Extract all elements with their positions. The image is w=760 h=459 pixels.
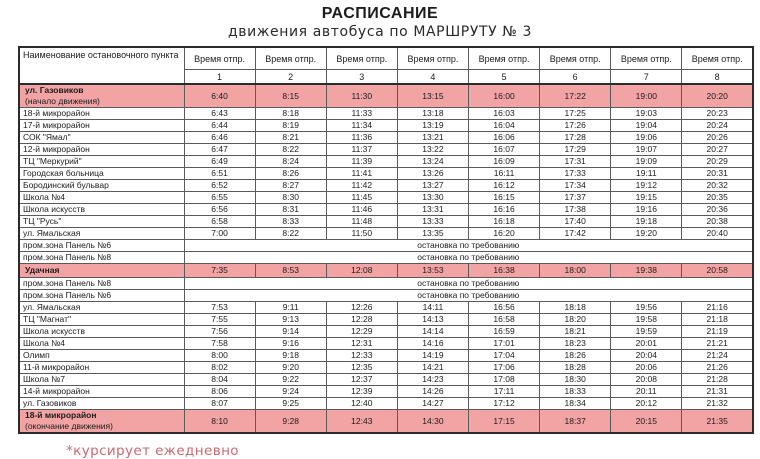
departure-time-cell: 16:15 — [469, 192, 540, 204]
departure-time-cell: 20:36 — [682, 204, 753, 216]
stop-name-label: 17-й микрорайон — [23, 120, 90, 130]
departure-time-cell: 11:46 — [326, 204, 397, 216]
departure-time-cell: 17:31 — [540, 156, 611, 168]
on-demand-cell: остановка по требованию — [184, 252, 753, 264]
stop-name-cell — [19, 362, 184, 374]
table-row — [19, 326, 753, 338]
departure-time-cell: 9:14 — [255, 326, 326, 338]
stop-name-label: 12-й микрорайон — [23, 144, 90, 154]
stop-name-label: пром.зона Панель №8 — [23, 278, 112, 288]
page-subtitle: движения автобуса по МАРШРУТУ № 3 — [227, 24, 533, 40]
stop-name-cell — [19, 314, 184, 326]
stop-name-cell — [19, 386, 184, 398]
departure-time-cell: 21:35 — [682, 410, 753, 434]
departure-time-cell: 14:11 — [397, 302, 468, 314]
departure-time-cell: 17:08 — [469, 374, 540, 386]
stop-name-cell — [19, 216, 184, 228]
stop-name-label: 11-й микрорайон — [23, 362, 90, 372]
stop-name-label: ул. Ямальская — [23, 228, 81, 238]
departure-time-cell: 8:19 — [255, 120, 326, 132]
departure-time-cell: 17:29 — [540, 144, 611, 156]
table-row — [19, 374, 753, 386]
departure-time-cell: 13:19 — [397, 120, 468, 132]
departure-time-cell: 11:39 — [326, 156, 397, 168]
table-row — [19, 228, 753, 240]
departure-time-cell: 8:02 — [184, 362, 255, 374]
stop-name-cell — [19, 144, 184, 156]
departure-time-cell: 6:43 — [184, 108, 255, 120]
departure-time-cell: 20:29 — [682, 156, 753, 168]
departure-time-cell: 9:11 — [255, 302, 326, 314]
departure-time-cell: 11:50 — [326, 228, 397, 240]
stop-name-label: пром.зона Панель №6 — [23, 290, 112, 300]
stop-name-cell — [19, 350, 184, 362]
table-row — [19, 338, 753, 350]
departure-time-cell: 19:38 — [611, 264, 682, 278]
table-row — [19, 350, 753, 362]
departure-time-cell: 12:26 — [326, 302, 397, 314]
time-column-header: Время отпр. — [611, 47, 682, 70]
departure-time-cell: 6:56 — [184, 204, 255, 216]
departure-time-cell: 11:34 — [326, 120, 397, 132]
departure-time-cell: 13:31 — [397, 204, 468, 216]
departure-time-cell: 8:07 — [184, 398, 255, 410]
stop-name-label: пром.зона Панель №8 — [23, 252, 112, 262]
stop-name-cell — [19, 120, 184, 132]
table-row — [19, 168, 753, 180]
departure-time-cell: 13:26 — [397, 168, 468, 180]
departure-time-cell: 14:27 — [397, 398, 468, 410]
stop-name-cell — [19, 192, 184, 204]
stop-name-label: Городская больница — [23, 168, 104, 178]
departure-time-cell: 17:26 — [540, 120, 611, 132]
departure-time-cell: 14:30 — [397, 410, 468, 434]
departure-time-cell: 12:40 — [326, 398, 397, 410]
departure-time-cell: 8:26 — [255, 168, 326, 180]
departure-time-cell: 14:16 — [397, 338, 468, 350]
departure-time-cell: 20:35 — [682, 192, 753, 204]
departure-time-cell: 12:08 — [326, 264, 397, 278]
departure-time-cell: 9:16 — [255, 338, 326, 350]
departure-time-cell: 11:30 — [326, 84, 397, 108]
departure-time-cell: 16:20 — [469, 228, 540, 240]
departure-time-cell: 21:18 — [682, 314, 753, 326]
table-row — [19, 252, 753, 264]
departure-time-cell: 14:23 — [397, 374, 468, 386]
stop-name-cell — [19, 252, 184, 264]
departure-time-cell: 19:04 — [611, 120, 682, 132]
stop-name-cell — [19, 84, 184, 108]
departure-time-cell: 14:19 — [397, 350, 468, 362]
departure-time-cell: 8:27 — [255, 180, 326, 192]
departure-time-cell: 18:28 — [540, 362, 611, 374]
departure-time-cell: 20:11 — [611, 386, 682, 398]
departure-time-cell: 19:15 — [611, 192, 682, 204]
stop-name-cell — [19, 108, 184, 120]
stop-name-label: СОК "Ямал" — [23, 132, 71, 142]
departure-time-cell: 9:28 — [255, 410, 326, 434]
departure-time-cell: 8:00 — [184, 350, 255, 362]
departure-time-cell: 16:56 — [469, 302, 540, 314]
departure-time-cell: 8:06 — [184, 386, 255, 398]
departure-time-cell: 20:15 — [611, 410, 682, 434]
departure-time-cell: 13:33 — [397, 216, 468, 228]
departure-time-cell: 20:58 — [682, 264, 753, 278]
stop-name-cell — [19, 374, 184, 386]
stop-name-cell — [19, 302, 184, 314]
trip-number-header: 2 — [255, 70, 326, 85]
table-row — [19, 278, 753, 290]
stop-sub-label: (начало движения) — [25, 96, 100, 106]
departure-time-cell: 12:31 — [326, 338, 397, 350]
stop-name-cell — [19, 264, 184, 278]
trip-number-header: 4 — [397, 70, 468, 85]
departure-time-cell: 17:11 — [469, 386, 540, 398]
stop-name-label: Олимп — [23, 350, 50, 360]
departure-time-cell: 13:30 — [397, 192, 468, 204]
departure-time-cell: 21:19 — [682, 326, 753, 338]
departure-time-cell: 20:04 — [611, 350, 682, 362]
stop-name-label: Удачная — [25, 265, 60, 275]
time-column-header: Время отпр. — [255, 47, 326, 70]
table-row — [19, 264, 753, 278]
stop-name-label: ул. Газовиков — [23, 398, 77, 408]
departure-time-cell: 12:35 — [326, 362, 397, 374]
stop-name-label: Школа №4 — [23, 338, 66, 348]
departure-time-cell: 6:40 — [184, 84, 255, 108]
departure-time-cell: 19:07 — [611, 144, 682, 156]
departure-time-cell: 17:25 — [540, 108, 611, 120]
trip-number-header: 8 — [682, 70, 753, 85]
departure-time-cell: 17:22 — [540, 84, 611, 108]
departure-time-cell: 12:39 — [326, 386, 397, 398]
time-column-header: Время отпр. — [682, 47, 753, 70]
departure-time-cell: 12:37 — [326, 374, 397, 386]
trip-number-header: 3 — [326, 70, 397, 85]
departure-time-cell: 17:01 — [469, 338, 540, 350]
stop-name-label: 14-й микрорайон — [23, 386, 90, 396]
table-row — [19, 108, 753, 120]
departure-time-cell: 9:13 — [255, 314, 326, 326]
stop-name-cell — [19, 278, 184, 290]
departure-time-cell: 8:21 — [255, 132, 326, 144]
stop-name-cell — [19, 398, 184, 410]
departure-time-cell: 20:12 — [611, 398, 682, 410]
departure-time-cell: 11:48 — [326, 216, 397, 228]
stop-sub-label: (окончание движения) — [25, 421, 113, 431]
stop-name-label: ТЦ "Магнат" — [23, 314, 72, 324]
departure-time-cell: 9:20 — [255, 362, 326, 374]
stop-name-cell — [19, 156, 184, 168]
departure-time-cell: 16:07 — [469, 144, 540, 156]
departure-time-cell: 9:22 — [255, 374, 326, 386]
departure-time-cell: 19:11 — [611, 168, 682, 180]
departure-time-cell: 18:23 — [540, 338, 611, 350]
departure-time-cell: 12:29 — [326, 326, 397, 338]
stop-name-cell — [19, 240, 184, 252]
departure-time-cell: 19:16 — [611, 204, 682, 216]
stop-name-label: Школа №4 — [23, 192, 66, 202]
departure-time-cell: 14:21 — [397, 362, 468, 374]
departure-time-cell: 8:22 — [255, 228, 326, 240]
departure-time-cell: 18:18 — [540, 302, 611, 314]
departure-time-cell: 11:36 — [326, 132, 397, 144]
name-column-header: Наименование остановочного пункта — [19, 47, 184, 84]
table-row — [19, 204, 753, 216]
stop-name-label: Школа искусств — [23, 204, 86, 214]
departure-time-cell: 6:47 — [184, 144, 255, 156]
on-demand-cell: остановка по требованию — [184, 240, 753, 252]
time-column-header: Время отпр. — [326, 47, 397, 70]
departure-time-cell: 20:38 — [682, 216, 753, 228]
departure-time-cell: 20:01 — [611, 338, 682, 350]
departure-time-cell: 18:20 — [540, 314, 611, 326]
table-row — [19, 216, 753, 228]
departure-time-cell: 16:38 — [469, 264, 540, 278]
departure-time-cell: 16:59 — [469, 326, 540, 338]
stop-name-cell — [19, 410, 184, 434]
table-row — [19, 386, 753, 398]
trip-number-header: 6 — [540, 70, 611, 85]
departure-time-cell: 11:37 — [326, 144, 397, 156]
departure-time-cell: 18:37 — [540, 410, 611, 434]
stop-name-cell — [19, 204, 184, 216]
departure-time-cell: 7:35 — [184, 264, 255, 278]
stop-name-label: ул. Ямальская — [23, 302, 81, 312]
table-row — [19, 240, 753, 252]
departure-time-cell: 17:06 — [469, 362, 540, 374]
departure-time-cell: 14:13 — [397, 314, 468, 326]
departure-time-cell: 17:04 — [469, 350, 540, 362]
stop-name-cell — [19, 338, 184, 350]
departure-time-cell: 16:58 — [469, 314, 540, 326]
trip-number-header: 1 — [184, 70, 255, 85]
departure-time-cell: 19:12 — [611, 180, 682, 192]
departure-time-cell: 19:58 — [611, 314, 682, 326]
departure-time-cell: 7:53 — [184, 302, 255, 314]
trip-number-header: 5 — [469, 70, 540, 85]
departure-time-cell: 20:26 — [682, 132, 753, 144]
departure-time-cell: 16:06 — [469, 132, 540, 144]
departure-time-cell: 16:04 — [469, 120, 540, 132]
departure-time-cell: 8:22 — [255, 144, 326, 156]
stop-name-cell — [19, 290, 184, 302]
departure-time-cell: 14:26 — [397, 386, 468, 398]
on-demand-cell: остановка по требованию — [184, 290, 753, 302]
departure-time-cell: 8:53 — [255, 264, 326, 278]
departure-time-cell: 17:37 — [540, 192, 611, 204]
departure-time-cell: 19:00 — [611, 84, 682, 108]
departure-time-cell: 17:42 — [540, 228, 611, 240]
stop-name-label: ТЦ "Русь" — [23, 216, 62, 226]
departure-time-cell: 21:31 — [682, 386, 753, 398]
stop-name-cell — [19, 228, 184, 240]
table-row — [19, 362, 753, 374]
departure-time-cell: 13:22 — [397, 144, 468, 156]
departure-time-cell: 18:21 — [540, 326, 611, 338]
departure-time-cell: 20:20 — [682, 84, 753, 108]
table-row — [19, 192, 753, 204]
footnote: *курсирует ежедневно — [66, 443, 239, 459]
departure-time-cell: 21:21 — [682, 338, 753, 350]
departure-time-cell: 7:00 — [184, 228, 255, 240]
departure-time-cell: 16:12 — [469, 180, 540, 192]
stop-name-label: 18-й микрорайон — [25, 410, 97, 420]
departure-time-cell: 17:38 — [540, 204, 611, 216]
departure-time-cell: 9:18 — [255, 350, 326, 362]
departure-time-cell: 20:06 — [611, 362, 682, 374]
departure-time-cell: 8:33 — [255, 216, 326, 228]
stop-name-label: ТЦ "Меркурий" — [23, 156, 82, 166]
departure-time-cell: 8:24 — [255, 156, 326, 168]
table-row — [19, 120, 753, 132]
departure-time-cell: 6:52 — [184, 180, 255, 192]
departure-time-cell: 7:56 — [184, 326, 255, 338]
departure-time-cell: 6:55 — [184, 192, 255, 204]
page-title: РАСПИСАНИЕ — [321, 5, 439, 22]
stop-name-label: Школа искусств — [23, 326, 86, 336]
departure-time-cell: 13:35 — [397, 228, 468, 240]
departure-time-cell: 9:24 — [255, 386, 326, 398]
stop-name-label: Школа №7 — [23, 374, 66, 384]
departure-time-cell: 12:33 — [326, 350, 397, 362]
stop-name-label: 18-й микрорайон — [23, 108, 90, 118]
departure-time-cell: 8:31 — [255, 204, 326, 216]
departure-time-cell: 7:58 — [184, 338, 255, 350]
table-row — [19, 314, 753, 326]
table-row — [19, 302, 753, 314]
departure-time-cell: 19:56 — [611, 302, 682, 314]
departure-time-cell: 6:49 — [184, 156, 255, 168]
departure-time-cell: 16:03 — [469, 108, 540, 120]
stop-name-cell — [19, 168, 184, 180]
departure-time-cell: 6:44 — [184, 120, 255, 132]
departure-time-cell: 8:15 — [255, 84, 326, 108]
departure-time-cell: 19:06 — [611, 132, 682, 144]
table-row — [19, 144, 753, 156]
departure-time-cell: 16:00 — [469, 84, 540, 108]
table-row — [19, 290, 753, 302]
stop-name-label: пром.зона Панель №6 — [23, 240, 112, 250]
departure-time-cell: 18:30 — [540, 374, 611, 386]
departure-time-cell: 16:09 — [469, 156, 540, 168]
departure-time-cell: 17:34 — [540, 180, 611, 192]
stop-name-label: ул. Газовиков — [25, 85, 84, 95]
stop-name-label: Бородинский бульвар — [23, 180, 109, 190]
table-row — [19, 84, 753, 108]
departure-time-cell: 19:18 — [611, 216, 682, 228]
departure-time-cell: 17:15 — [469, 410, 540, 434]
departure-time-cell: 20:27 — [682, 144, 753, 156]
departure-time-cell: 12:43 — [326, 410, 397, 434]
departure-time-cell: 17:33 — [540, 168, 611, 180]
departure-time-cell: 16:18 — [469, 216, 540, 228]
departure-time-cell: 18:26 — [540, 350, 611, 362]
departure-time-cell: 20:23 — [682, 108, 753, 120]
trip-number-header: 7 — [611, 70, 682, 85]
departure-time-cell: 16:11 — [469, 168, 540, 180]
departure-time-cell: 18:33 — [540, 386, 611, 398]
departure-time-cell: 20:32 — [682, 180, 753, 192]
on-demand-cell: остановка по требованию — [184, 278, 753, 290]
table-row — [19, 132, 753, 144]
stop-name-cell — [19, 132, 184, 144]
departure-time-cell: 11:33 — [326, 108, 397, 120]
departure-time-cell: 13:21 — [397, 132, 468, 144]
departure-time-cell: 17:12 — [469, 398, 540, 410]
departure-time-cell: 13:24 — [397, 156, 468, 168]
stop-name-cell — [19, 326, 184, 338]
departure-time-cell: 20:31 — [682, 168, 753, 180]
departure-time-cell: 13:18 — [397, 108, 468, 120]
table-row — [19, 410, 753, 434]
table-row — [19, 398, 753, 410]
departure-time-cell: 21:32 — [682, 398, 753, 410]
time-column-header: Время отпр. — [184, 47, 255, 70]
departure-time-cell: 21:24 — [682, 350, 753, 362]
departure-time-cell: 20:08 — [611, 374, 682, 386]
departure-time-cell: 8:30 — [255, 192, 326, 204]
departure-time-cell: 7:55 — [184, 314, 255, 326]
departure-time-cell: 19:09 — [611, 156, 682, 168]
departure-time-cell: 8:04 — [184, 374, 255, 386]
departure-time-cell: 6:46 — [184, 132, 255, 144]
departure-time-cell: 11:41 — [326, 168, 397, 180]
table-row — [19, 156, 753, 168]
departure-time-cell: 21:16 — [682, 302, 753, 314]
departure-time-cell: 21:28 — [682, 374, 753, 386]
departure-time-cell: 14:14 — [397, 326, 468, 338]
departure-time-cell: 11:45 — [326, 192, 397, 204]
departure-time-cell: 18:34 — [540, 398, 611, 410]
departure-time-cell: 13:15 — [397, 84, 468, 108]
departure-time-cell: 19:20 — [611, 228, 682, 240]
departure-time-cell: 17:28 — [540, 132, 611, 144]
departure-time-cell: 20:40 — [682, 228, 753, 240]
time-column-header: Время отпр. — [540, 47, 611, 70]
departure-time-cell: 17:40 — [540, 216, 611, 228]
departure-time-cell: 19:59 — [611, 326, 682, 338]
schedule-table — [18, 46, 754, 434]
departure-time-cell: 18:00 — [540, 264, 611, 278]
departure-time-cell: 19:03 — [611, 108, 682, 120]
departure-time-cell: 16:16 — [469, 204, 540, 216]
table-row — [19, 180, 753, 192]
departure-time-cell: 8:10 — [184, 410, 255, 434]
departure-time-cell: 12:28 — [326, 314, 397, 326]
departure-time-cell: 6:58 — [184, 216, 255, 228]
departure-time-cell: 11:42 — [326, 180, 397, 192]
departure-time-cell: 13:53 — [397, 264, 468, 278]
departure-time-cell: 21:26 — [682, 362, 753, 374]
departure-time-cell: 8:18 — [255, 108, 326, 120]
stop-name-cell — [19, 180, 184, 192]
departure-time-cell: 9:25 — [255, 398, 326, 410]
time-column-header: Время отпр. — [397, 47, 468, 70]
time-column-header: Время отпр. — [469, 47, 540, 70]
departure-time-cell: 13:27 — [397, 180, 468, 192]
departure-time-cell: 6:51 — [184, 168, 255, 180]
departure-time-cell: 20:24 — [682, 120, 753, 132]
